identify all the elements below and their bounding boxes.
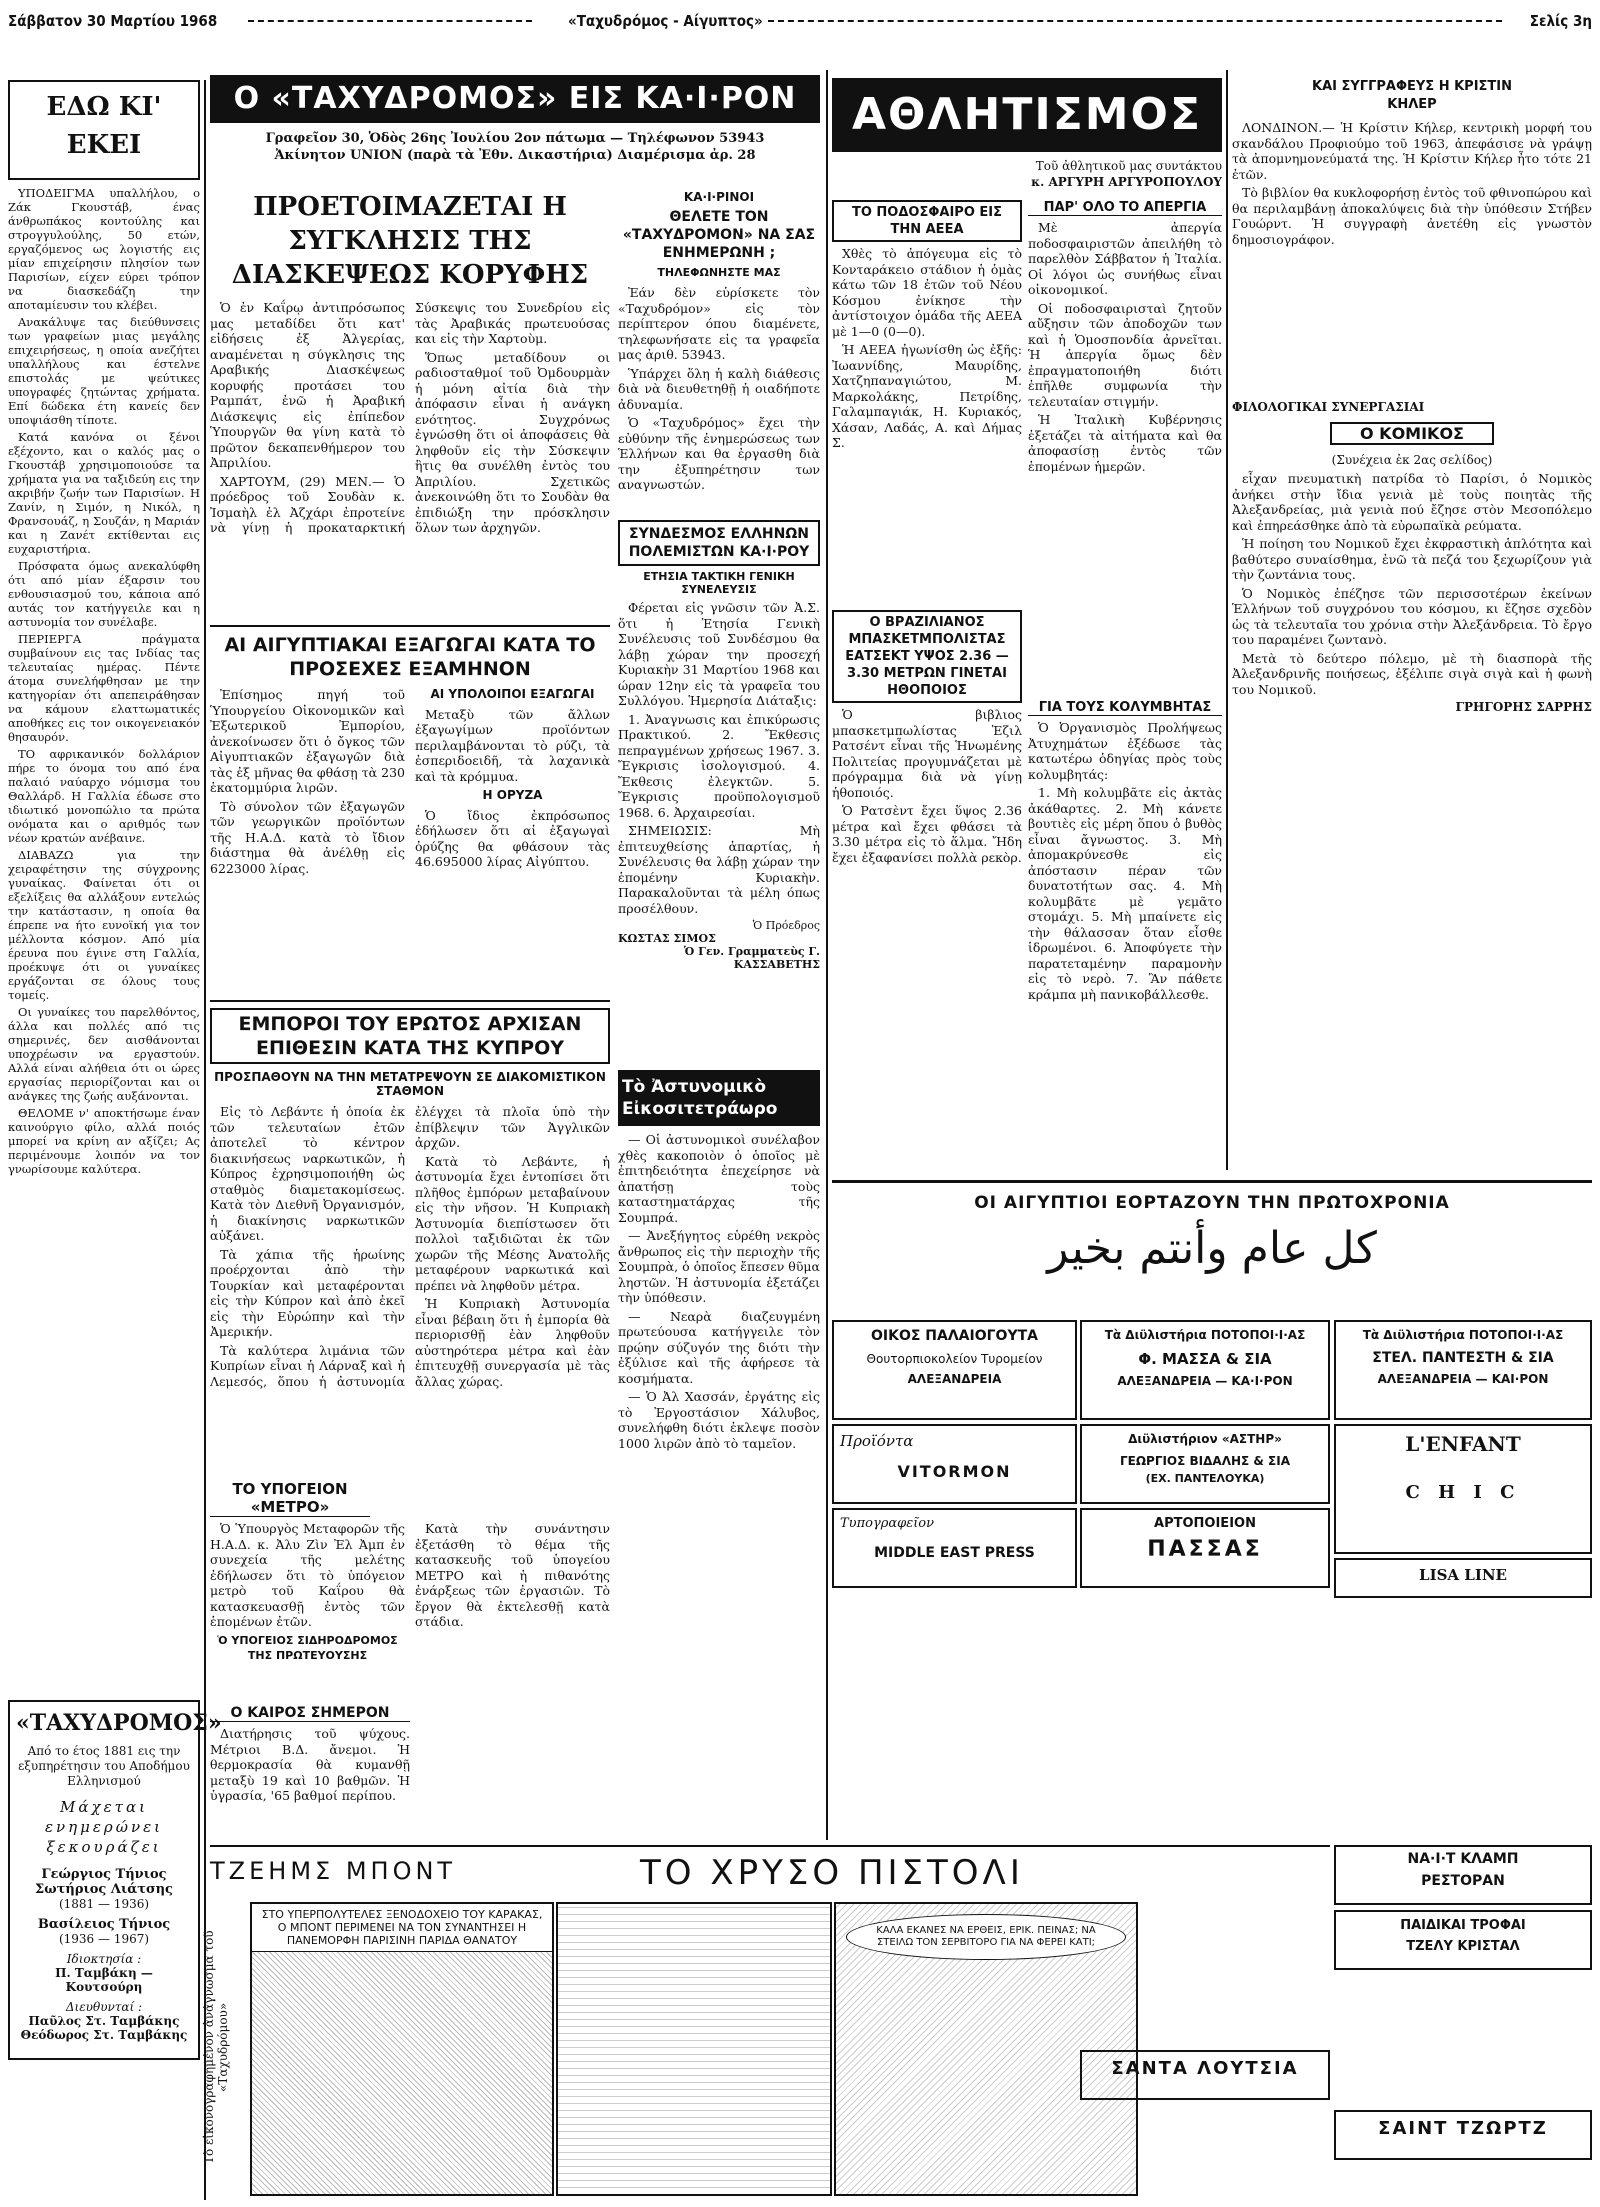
philology-paragraph: Ἡ ποίηση του Νομικοῦ ἔχει ἐκφραστικὴ ἁπλότητα καὶ βαθύτερο συναίσθημα, ἐνῶ τὰ πεζά του ξεχωρίζουν γιὰ τὴν ζωντάνια τους.: [1232, 536, 1592, 582]
cyprus-paragraph: Εἰς τὸ Λεβάντε ἡ ὁποία ἐκ τῶν τελευταίων ἐτῶν ἀποτελεῖ τὸ κέντρον διακινήσεως ναρκωτικῶν, ἡ Κύπρος ἐχρησιμοποιήθη ὡς σταθμὸς διαμετακομίσεως. Κατὰ τὸν Διεθνῆ Ὀργανισμόν, ἡ διακίνησις ναρκωτικῶν αὐξάνει.: [210, 1104, 405, 1243]
writers-headline: ΚΑΙ ΣΥΓΓΡΑΦΕΥΣ Η ΚΡΙΣΤΙΝ ΚΗΛΕΡ: [1312, 79, 1513, 112]
contact-bullet: Ὁ «Ταχυδρόμος» ἔχει τὴν εὐθύνην τῆς ἐνημερώσεως των Ἑλλήνων και θα ἐργασθη διὰ την ἐξυπηρέτησιν των αναγνωστών.: [618, 415, 820, 492]
edo-paragraph: ΔΙΑΒΑΖΩ για την χειραφέτησιν της σύγχρονης γυναίκας. Φαίνεται ότι οι εξελίξεις θα αλλάξουν εντελώς την κατάστασιν, η οποία θα έπρεπε να ήτο ευνοϊκή για τον μέλλοντα κόσμον. Από μία έρευνα που έγινε στη Γαλλία, προέκυψε ότι οι γυναίκες εργάζονται σε όλους τους τομείς.: [8, 848, 200, 1002]
exports-headline: ΑΙ ΑΙΓΥΠΤΙΑΚΑΙ ΕΞΑΓΩΓΑΙ ΚΑΤΑ ΤΟ ΠΡΟΣΕΧΕΣ ΕΞΑΜΗΝΟΝ: [224, 634, 596, 680]
summit-headline: ΠΡΟΕΤΟΙΜΑΖΕΤΑΙ Η ΣΥΓΚΛΗΣΙΣ ΤΗΣ ΔΙΑΣΚΕΨΕΩΣ ΚΟΡΥΦΗΣ: [231, 192, 589, 290]
ad-potop1-company: Φ. ΜΑΣΣΑ & ΣΙΑ: [1138, 1350, 1272, 1368]
phone-label: ΤΗΛΕΦΩΝΗΣΤΕ ΜΑΣ: [657, 266, 781, 279]
contact-bullet: Ἐάν δὲν εὑρίσκετε τὸν «Ταχυδρόμον» εἰς τὸν περίπτερον όπου διαμένετε, τηλεφωνήσατε εἰς τα γραφεῖα μας ἀριθ. 53943.: [618, 285, 820, 362]
tachydromos-motto: Μάχεται ενημερώνει ξεκουράζει: [44, 1798, 164, 1856]
cyprus-paragraph: Ἡ Κυπριακὴ Ἀστυνομία εἶναι βέβαιη ὅτι ἡ ἐμπορία θὰ περιορισθῇ ἐὰν ληφθοῦν αὐστηρότερα μέτρα καὶ ἐὰν ἐπιτευχθῇ συνεργασία μὲ τὰς ἄλλας χώρας.: [415, 1296, 610, 1389]
edo-paragraph: ΤΟ αφρικανικόν δολλάριον πήρε το όνομα του από ένα παλαιό ναύαρχο νόμισμα του Θαλλάρδ. Η Γαλλία έδωσε στο ιδιωτικό μονοπώλιο τα πρώτα ονόματα και ο αριθμός των νέων κρατών ανέβαινε.: [8, 747, 200, 845]
cyprus-headline: ΕΜΠΟΡΟΙ ΤΟΥ ΕΡΩΤΟΣ ΑΡΧΙΣΑΝ ΕΠΙΘΕΣΙΝ ΚΑΤΑ ΤΗΣ ΚΥΠΡΟΥ: [210, 1008, 610, 1064]
police-paragraph: — Νεαρὰ διαζευγμένη πρωτεύουσα κατήγγειλε τὸν πρῴην σύζυγόν της διότι τὴν ἐξύλισε καὶ τῆς ἀφήρεσε τὰ κοσμήματα.: [618, 1308, 820, 1386]
ad-chic: C H I C: [1405, 1482, 1521, 1503]
ad-club-name: ΝΑ·Ι·Τ ΚΛΑΜΠ: [1407, 1851, 1519, 1867]
ad-potop2-city: ΑΛΕΞΑΝΔΡΕΙΑ — ΚΑΙ·ΡΟΝ: [1377, 1372, 1549, 1386]
weather-box: [210, 1705, 410, 1835]
cyprus-paragraph: Τὰ χάπια τῆς ἡρωίνης προέρχονται ἀπὸ τὴν Τουρκίαν καὶ μεταφέρονται εἰς τὴν Κύπρον καὶ ἀπὸ ἐκεῖ εἰς τὴν Εὐρώπην καὶ τὴν Ἀμερικήν.: [210, 1246, 405, 1339]
ad-print-label: Τυπογραφεῖον: [840, 1516, 935, 1531]
sports-banner-title: ΑΘΛΗΤΙΣΜΟΣ: [851, 89, 1203, 140]
sports-byline: [832, 158, 1222, 196]
cyprus-subhead: ΠΡΟΣΠΑΘΟΥΝ ΝΑ ΤΗΝ ΜΕΤΑΤΡΕΨΟΥΝ ΣΕ ΔΙΑΚΟΜΙΣΤΙΚΟΝ ΣΤΑΘΜΟΝ: [214, 1070, 606, 1098]
ad-toys-line-1: ΠΑΙΔΙΚΑΙ ΤΡΟΦΑΙ: [1400, 1918, 1526, 1933]
ad-night-club: [1334, 1845, 1592, 1905]
column-divider: [826, 70, 828, 1840]
cairo-address-2: Ἀκίνητον UNION (παρὰ τὰ Ἐθν. Δικαστήρια) Διαμέρισμα ἀρ. 28: [274, 148, 756, 163]
tachydromos-since: Από το έτος 1881 εις την εξυπηρέτησιν του Αποδήμου Ελληνισμού: [18, 1744, 190, 1788]
edo-paragraph: Κατά κανόνα οι ξένοι εξέχοντο, και ο καλός μας ο Γκουστάβ χρησιμοποιούσε τα χρήματα για να ταξιδεύη εις την ακριβήν ζωήν των Παρισίων. Η Ζανίν, η Σιμόν, η Νικόλ, η Φρανσουάζ, η Σουζάν, η Μαριάν και η Ζανέτ εκτίθενται εις ευχαριστήρια.: [8, 430, 200, 556]
ad-lisa-name: LISA LINE: [1419, 1566, 1507, 1584]
comic-panel-3: [834, 1902, 1138, 2196]
ad-santa-name: ΣΑΝΤΑ ΛΟΥΤΣΙΑ: [1111, 2058, 1299, 2079]
contact-bullet: Ὑπάρχει ὅλη ἡ καλὴ διάθεσις διὰ νὰ διευθετηθῇ ἡ οιαδήποτε ἀδυναμία.: [618, 365, 820, 412]
basketball-article: [832, 610, 1022, 1030]
philology-paragraph: Μετὰ τὸ δεύτερο πόλεμο, μὲ τὴ διασπορὰ τῆς Ἀλεξανδρινῆς ποιήσεως, ἐξέλιπε σιγὰ σιγὰ καὶ ἡ φωνὴ του Νομικοῦ.: [1232, 650, 1592, 697]
philology-paragraph: εἶχαν πνευματικὴ πατρίδα τὸ Παρίσι, ὁ Νομικὸς ἀνήκει στὴν ἴδια γενιὰ μὲ τοὺς ποιητὰς τῆς Ἀλεξανδρείας, μιὰ γενιὰ πού ἔζησε στὸν Μεσοπόλεμο καὶ ἐπηρεάσθηκε ἀπὸ τὰ εὐρωπαϊκὰ ρεύματα.: [1232, 471, 1592, 533]
newyear-headline: ΟΙ ΑΙΓΥΠΤΙΟΙ ΕΟΡΤΑΖΟΥΝ ΤΗΝ ΠΡΩΤΟΧΡΟΝΙΑ: [974, 1193, 1450, 1213]
edo-body: [8, 186, 200, 1176]
sports-byline-pre: Τοῦ ἀθλητικοῦ μας συντάκτου: [1035, 159, 1222, 173]
comic-caption-1: ΣΤΟ ΥΠΕΡΠΟΛΥΤΕΛΕΣ ΞΕΝΟΔΟΧΕΙΟ ΤΟΥ ΚΑΡΑΚΑΣ, Ο ΜΠΟΝΤ ΠΕΡΙΜΕΝΕΙ ΝΑ ΤΟΝ ΣΥΝΑΝΤΗΣΕΙ Η ΠΑΝΕΜΟΡΦΗ ΠΑΡΙΣΙΝΗ ΠΑΡΙΔΑ ΘΑΝΑΤΟΥ: [252, 1904, 552, 1952]
metro-article: [210, 1480, 610, 1700]
ad-lenfant-chic: [1334, 1424, 1592, 1554]
writers-article: [1232, 78, 1592, 398]
cairo-address-1: Γραφεῖον 30, Ὁδὸς 26ης Ἰουλίου 2ον πάτωμα — Τηλέφωνον 53943: [265, 131, 765, 146]
ad-toys-line-2: ΤΖΕΛΥ ΚΡΙΣΤΑΛ: [1406, 1939, 1520, 1954]
swimmers-headline: ΓΙΑ ΤΟΥΣ ΚΟΛΥΜΒΗΤΑΣ: [1028, 700, 1222, 716]
ad-potopoiias-1: [1080, 1320, 1330, 1420]
veterans-note: ΣΗΜΕΙΩΣΙΣ: Μὴ ἐπιτευχθείσης ἀπαρτίας, ἡ Συνέλευσις θα λάβῃ χώραν την ἑπομένην Κυριακὴν. Παρακαλοῦνται τὰ μέλη όπως προσέλθουν.: [618, 823, 820, 916]
football-paragraph: Ἡ ΑΕΕΑ ἠγωνίσθη ὡς ἐξῆς: Ἰωαννίδης, Μαυρίδης, Χατζηπαναγιώτου, Μ. Μαρκολάκης, Πετρίδης, Γαλαμπαγιάκ, Η. Κυριακός, Χάσαν, Λαδάς, Α. καὶ Δήμας Σ.: [832, 342, 1022, 450]
ad-astir-title: Διϋλιστήριον «ΑΣΤΗΡ»: [1128, 1432, 1282, 1446]
ad-potop1-city: ΑΛΕΞΑΝΔΡΕΙΑ — ΚΑ·Ι·ΡΟΝ: [1117, 1374, 1293, 1388]
veterans-notice: [618, 520, 820, 1060]
cairo-contact-title: ΘΕΛΕΤΕ ΤΟΝ «ΤΑΧΥΔΡΟΜΟΝ» ΝΑ ΣΑΣ ΕΝΗΜΕΡΩΝΗ ;: [622, 209, 816, 261]
police-paragraph: — Οἱ ἀστυνομικοὶ συνέλαβον χθὲς κακοποιὸν ὁ ὁποῖος μὲ ἐπιτηδειότητα ἐπεχείρησε νὰ ἀπατήσῃ τοὺς καταστηματάρχας τῆς Σουμπρά.: [618, 1132, 820, 1225]
edo-paragraph: Πρόσφατα όμως ανεκαλύφθη ότι από μίαν έξαρσιν του ενθουσιασμού του, κάποια από αυτάς τον κατήγγειλε και η αστυνομία τον συνέλαβε.: [8, 559, 200, 629]
weather-headline: Ο ΚΑΙΡΟΣ ΣΗΜΕΡΟΝ: [210, 1705, 410, 1722]
veterans-signature-label: Ὁ Πρόεδρος: [752, 919, 820, 932]
ad-print-name: MIDDLE EAST PRESS: [874, 1545, 1035, 1561]
summit-body: [210, 300, 610, 537]
writers-paragraph: Τὸ βιβλίον θα κυκλοφορήσῃ ἐντὸς τοῦ φθινοπώρου καὶ θα περιλαμβάνῃ ἀποκαλύψεις διὰ τὴν ὑπόθεσιν Στήβεν Γουώρντ. Ἡ συγγραφὴ ἀνετέθη εἰς γνωστὸν δημοσιογράφον.: [1232, 185, 1592, 247]
edo-paragraph: ΠΕΡΙΕΡΓΑ πράγματα συμβαίνουν εις τας Ινδίας τας τελευταίας ημέρας. Πέντε άτομα συνελήφθησαν με την κατηγορίαν ότι απεπειράθησαν να κάμουν ελαττωματικές αποθήκες εις τον οικογενειακόν θησαυρόν.: [8, 632, 200, 744]
ad-saint-name: ΣΑΙΝΤ ΤΖΩΡΤΖ: [1378, 2118, 1548, 2139]
exports-subhead: Η ΟΡΥΖΑ: [482, 788, 543, 802]
swimmers-paragraph: Ὁ Ὀργανισμὸς Προλήψεως Ἀτυχημάτων ἐξέδωσε τὰς κατωτέρω ὁδηγίας πρὸς τοὺς κολυμβητάς:: [1028, 720, 1222, 782]
strike-headline: ΠΑΡ' ΟΛΟ ΤΟ ΑΠΕΡΓΙΑ: [1028, 200, 1222, 216]
column-divider: [1226, 70, 1228, 1170]
strike-article: [1028, 200, 1222, 700]
comic-panel-1: [250, 1902, 554, 2196]
ad-lisa-line: [1334, 1558, 1592, 1598]
veterans-title: ΣΥΝΔΕΣΜΟΣ ΕΛΛΗΝΩΝ ΠΟΛΕΜΙΣΤΩΝ ΚΑ·Ι·ΡΟΥ: [618, 520, 820, 566]
veterans-subtitle: ΕΤΗΣΙΑ ΤΑΚΤΙΚΗ ΓΕΝΙΚΗ ΣΥΝΕΛΕΥΣΙΣ: [643, 570, 795, 596]
philology-author: ΓΡΗΓΟΡΗΣ ΣΑΡΡΗΣ: [1455, 700, 1592, 714]
ad-paleogouta-name: ΟΙΚΟΣ ΠΑΛΑΙΟΓΟΥΤΑ: [871, 1328, 1038, 1344]
ad-santa-lucia: [1080, 2050, 1330, 2100]
owner-label: Ιδιοκτησία :: [66, 1952, 142, 1966]
ad-potop2-company: ΣΤΕΛ. ΠΑΝΤΕΣΤΗ & ΣΙΑ: [1372, 1350, 1554, 1366]
ad-potop2-title: Τὰ Διϋλιστήρια ΠΟΤΟΠΟΙ·Ι·ΑΣ: [1362, 1328, 1564, 1342]
tachydromos-box-title: «ΤΑΧΥΔΡΟΜΟΣ»: [16, 1710, 222, 1736]
veterans-signature-2: Ὁ Γεν. Γραμματεὺς Γ. ΚΑΣΣΑΒΕΤΗΣ: [684, 945, 820, 971]
basketball-paragraph: Ὁ Ρατσὲντ ἔχει ὕψος 2.36 μέτρα καὶ ἔχει φθάσει τὰ 3.30 μέτρα εἰς τὸ ἅλμα. Ἤδη ἔχει ἐξαφανίσει πολλὰ ρεκὸρ.: [832, 803, 1022, 865]
ad-astir-company: ΓΕΩΡΓΙΟΣ ΒΙΔΑΛΗΣ & ΣΙΑ: [1119, 1454, 1290, 1468]
basketball-paragraph: Ὁ βιβλιος μπασκετμπωλίστας Ἐζιλ Ρατσέντ εἶναι τῆς Ἡνωμένης Πολιτείας προγυμνάζεται μὲ πρόγραμμα διὰ νὰ γίνῃ ἡθοποιός.: [832, 707, 1022, 800]
ad-saint-george: [1334, 2110, 1592, 2160]
comic-title: ΤΟ ΧΡΥΣΟ ΠΙΣΤΟΛΙ: [640, 1853, 1024, 1893]
veterans-signature-1: ΚΩΣΤΑΣ ΣΙΜΟΣ: [618, 932, 716, 945]
ad-vitormon: [832, 1424, 1077, 1504]
strike-paragraph: Μὲ ἀπεργία ποδοσφαιριστῶν ἀπειλήθη τὸ παρελθὸν Σάββατον ἡ Ἰταλία. Οἱ λόγοι ὡς συνήθως εἶναι οἰκονομικοί.: [1028, 220, 1222, 297]
ad-astir: [1080, 1424, 1330, 1504]
cairo-header: [210, 75, 820, 185]
football-headline: ΤΟ ΠΟΔΟΣΦΑΙΡΟ ΕΙΣ ΤΗΝ ΑΕΕΑ: [832, 200, 1022, 242]
cyprus-paragraph: Κατὰ τὸ Λεβάντε, ἡ ἀστυνομία ἔχει ἐντοπίσει ὅτι πλῆθος ἐμπόρων μεταβαίνουν εἰς τὴν νῆσον. Ἡ Κυπριακὴ Ἀστυνομία διεπίστωσεν ὅτι πολλοὶ ταξιδιῶται ἐκ τῶν χωρῶν τῆς Μέσης Ἀνατολῆς μεταφέρουν ναρκωτικά καὶ πρέπει νὰ ληφθοῦν μέτρα.: [415, 1153, 610, 1293]
cairo-contact-kicker: ΚΑ·Ι·ΡΙΝΟΙ: [683, 190, 755, 204]
masthead-rule-right: [768, 20, 1502, 22]
police-article: [618, 1070, 820, 1840]
police-paragraph: — Ὁ Ἀλ Χασσάν, ἐργάτης εἰς τὸ Ἐργοστάσιον Χάλυβος, συνελήφθη διότι ἐκλεψε ποσὸν 1000 λιρῶν ἀπὸ τὸ ταμεῖον.: [618, 1389, 820, 1451]
ad-vitormon-name: VITORMON: [897, 1462, 1012, 1481]
comic-side-label: Τὸ εἰκονογραφημένον ἀνάγνωσμα τοῦ «Ταχυδρόμου»: [202, 1930, 230, 2164]
directors-names: Παῦλος Στ. Ταμβάκης Θεόδωρος Στ. Ταμβάκης: [20, 2014, 188, 2042]
ad-club-restaurant: ΡΕΣΤΟΡΑΝ: [1421, 1873, 1505, 1889]
basketball-headline: Ο ΒΡΑΖΙΛΙΑΝΟΣ ΜΠΑΣΚΕΤΜΠΟΛΙΣΤΑΣ ΕΑΤΣΕΚΤ ΥΨΟΣ 2.36 — 3.30 ΜΕΤΡΩΝ ΓΙΝΕΤΑΙ ΗΘΟΠΟΙΟΣ: [832, 610, 1022, 703]
ad-paleogouta-city: ΑΛΕΞΑΝΔΡΕΙΑ: [907, 1372, 1002, 1386]
edo-paragraph: ΘΕΛΟΜΕ ν' αποκτήσωμε έναν καινούργιο φίλο, αλλά ποιός μπορεί να κρίνη αν αξίζει; Ας περιμένουμε λοιπόν να τον γνωρίσουμε καλύτερα.: [8, 1106, 200, 1176]
veterans-agenda: 1. Ἀναγνωσις και ἐπικύρωσις Πρακτικού. 2. Ἔκθεσις πεπραγμένων χρήσεως 1967. 3. Ἔγκρισις ἰσολογισμού. 4. Ἔκθεσις ἐλεγκτῶν. 5. Ἔγκρισις προϋπολογισμοῦ 1968. 6. Ἀρχαιρεσίαι.: [618, 711, 820, 820]
ad-baby-food: [1334, 1910, 1592, 1970]
ad-middle-east-press: [832, 1508, 1077, 1588]
paper-name: «Ταχυδρόμος - Αίγυπτος»: [568, 12, 763, 30]
sports-byline-name: κ. ΑΡΓΥΡΗ ΑΡΓΥΡΟΠΟΥΛΟΥ: [1031, 175, 1222, 189]
page-masthead: [8, 8, 1592, 38]
veterans-paragraph: Φέρεται εἰς γνῶσιν τῶν Ἀ.Σ. ὅτι ἡ Ἐτησία Γενικὴ Συνέλευσις τοῦ Συνδέσμου θα λάβῃ χώραν την προσεχή Κυριακὴν 31 Μαρτίου 1968 και ώραν 12ην εἰς τὰ γραφεῖα του Συλλόγου. Ἡμερησία Διάταξις:: [618, 600, 820, 708]
writers-paragraph: ΛΟΝΔΙΝΟΝ.— Ἡ Κρίστιν Κήλερ, κεντρικὴ μορφή του σκανδάλου Προφιούμο τοῦ 1963, ἀπεφάσισε νὰ γράψῃ τὰ ἀπομνημονεύματά της. Ἡ Κρίστιν Κήλερ ἦτο τότε 21 ἐτῶν.: [1232, 120, 1592, 182]
ad-potopoiias-2: [1334, 1320, 1592, 1420]
football-article: [832, 200, 1022, 610]
philology-article: [1232, 400, 1592, 1170]
weather-text: Διατήρησις τοῦ ψύχους. Μέτριοι Β.Δ. ἄνεμοι. Ἡ θερμοκρασία θὰ κυμανθῇ μεταξὺ 19 καὶ 10 βαθμῶν. Ἡ ὑγρασία, '65 βαθμοί περίπου.: [210, 1726, 410, 1803]
issue-date: Σάββατον 30 Μαρτίου 1968: [8, 12, 218, 30]
edo-paragraph: ΥΠΟΔΕΙΓΜΑ υπαλλήλου, ο Ζάκ Γκουστάβ, ένας άνθρωπάκος κοντούλης και στρογγυλούλης, 50 ετών, εργαζόμενος ως λογιστής εις μίαν επιχείρησιν πλησίον των Παρισίων, είχεν εύρει τρόπον να διασκεδάζη την αποταμίευσιν του κλέβει.: [8, 186, 200, 312]
ad-paleogouta: [832, 1320, 1077, 1420]
metro-headline: ΤΟ ΥΠΟΓΕΙΟΝ «ΜΕΤΡΟ»: [210, 1480, 370, 1517]
cairo-contact: [618, 190, 820, 520]
owner-name: Π. Ταμβάκη — Κουτσούρη: [55, 1966, 153, 1994]
ad-vitormon-label: Προϊόντα: [840, 1432, 914, 1450]
ad-passas-bakery: [1080, 1508, 1330, 1588]
edo-paragraph: Ανακάλυψε τας διεύθυνσεις των γραφείων μιας μεγάλης επιχειρήσεως, η οποία ανεζήτει υπαλλήλους και έστελνε επιστολάς με ψεύτικες υπογραφές ζητώντας χρήματα. Επί δώδεκα έτη κανείς δεν υποψιάσθη τίποτε.: [8, 315, 200, 427]
strike-paragraph: Οἱ ποδοσφαιρισταὶ ζητοῦν αὔξησιν τῶν ἀποδοχῶν των καὶ ἡ Ὁμοσπονδία ἀρνεῖται. Ἡ ἀπεργία ὅμως δὲν ἐπραγματοποιήθη διότι ἐπῆλθε συμφωνία τὴν τελευταίαν στιγμήν.: [1028, 300, 1222, 409]
founder-name-2: Βασίλειος Τήνιος: [37, 1917, 171, 1932]
exports-article: [210, 625, 610, 990]
police-paragraph: — Ἀνεξήγητος εὑρέθη νεκρὸς ἄνθρωπος εἰς τὴν περιοχὴν τῆς Σουμπρὰ, ὁ ὁποῖος ἔπεσεν θῦμα ληστῶν. Ἡ ἀστυνομία ἐξετάζει τὴν ὑπόθεσιν.: [618, 1228, 820, 1305]
philology-headline: Ο ΚΟΜΙΚΟΣ: [1330, 422, 1494, 445]
ad-potop1-title: Τὰ Διϋλιστήρια ΠΟΤΟΠΟΙ·Ι·ΑΣ: [1104, 1328, 1306, 1342]
summit-paragraph: ΧΑΡΤΟΥΜ, (29) ΜΕΝ.— Ὁ πρόεδρος τοῦ Σουδὰν κ. Ἰσμαὴλ ἐλ Ἀζχάρι ἐπροτείνε νὰ γίνῃ ἡ προκαταρκτική Σύσκεψις του Συνεδρίου εἰς τὰς Ἀραβικάς πρωτευούσας και εἰς τὴν Χαρτοὺμ.: [210, 300, 610, 535]
newyear-banner: [832, 1180, 1592, 1310]
summit-paragraph: Ὅπως μεταδίδουν οι ραδιοσταθμοί τοῦ Ὀμδουρμὰν ἡ μόνη αἰτία διὰ τὴν ἀπόφασιν εἶναι ἡ ανάγκη ενότητος. Συγχρόνως ἐγνώσθη ὅτι οἱ ἀποφάσεις θὰ ληφθοῦν εἰς τὴν Σύσκεψιν ἣτις θα συνέλθη ἐντὸς του Ἀπριλίου. Σχετικῶς ἀνεκοινώθη ὅτι το Σουδὰν θα ἐπιδιώξη την πρόσκλησιν ὅλων των ἀρχηγῶν.: [415, 349, 610, 535]
ad-paleogouta-desc: Θουτορπιοκολείον Τυρομείον: [866, 1352, 1043, 1366]
philology-continuation: (Συνέχεια ἐκ 2ας σελίδος): [1331, 453, 1493, 467]
founder-names: Γεώργιος Τήνιος Σωτήριος Λιάτσης: [35, 1867, 173, 1897]
exports-paragraph: Ὁ ἴδιος ἐκπρόσωπος ἐδήλωσεν ὅτι αἱ ἐξαγωγαὶ ὀρύζης θα φθάσουν τὰς 46.695000 λίρας Αἰγύπτου.: [415, 807, 610, 869]
edo-paragraph: Οι γυναίκες του παρελθόντος, άλλα και πολλές από τις σημερινές, δεν αισθάνονται υποχρέωσιν να εργαστούν. Αλλά είναι αλήθεια ότι οι ώρες εργασίας περιορίζονται και οι ανάγκες της ζωής αυξάνονται.: [8, 1005, 200, 1103]
comic-strip: [202, 1845, 1330, 2200]
metro-subhead: Ὁ ΥΠΟΓΕΙΟΣ ΣΙΔΗΡΟΔΡΟΜΟΣ ΤΗΣ ΠΡΩΤΕΥΟΥΣΗΣ: [217, 1633, 398, 1662]
exports-paragraph: Ἐπίσημος πηγή τοῦ Ὑπουργείου Οἰκονομικῶν καὶ Ἐξωτερικοῦ Ἐμπορίου, ἀνεκοίνωσεν ὅτι ὁ ὄγκος τῶν Αἰγυπτιακῶν ἐξαγωγῶν διὰ τὰς ἐξ μῆνας θα φθάσῃ τὰ 230 ἑκατομμύρια λιρῶν.: [210, 687, 405, 795]
cyprus-paragraph: Τὰ καλύτερα λιμάνια τῶν Κυπρίων εἶναι ἡ Λάρναξ καὶ ἡ Λεμεσός, ὅπου ἡ ἀστυνομία ἐλέγχει τὰ πλοῖα ὑπὸ τὴν ἐπίβλεψιν τῶν Ἀγγλικῶν ἀρχῶν.: [210, 1104, 610, 1389]
ad-bakery-label: ΑΡΤΟΠΟΙΕΙΟΝ: [1154, 1516, 1256, 1531]
cairo-title: Ο «ΤΑΧΥΔΡΟΜΟΣ» ΕΙΣ ΚΑ·Ι·ΡΟΝ: [210, 75, 820, 123]
philology-section: ΦΙΛΟΛΟΓΙΚΑΙ ΣΥΝΕΡΓΑΣΙΑΙ: [1232, 400, 1425, 414]
founder-years: (1881 — 1936): [58, 1897, 150, 1911]
newyear-arabic-greeting: كل عام وأنتم بخير: [1047, 1223, 1377, 1274]
edo-title-box: [8, 80, 200, 180]
masthead-rule-left: [248, 20, 532, 22]
exports-paragraph: Τὸ σύνολον τῶν ἐξαγωγῶν τῶν γεωργικῶν προϊόντων τῆς Η.Α.Δ. κατὰ τὸ ἴδιον διάστημα θὰ ἀνέλθῃ εἰς 6223000 λίρας.: [210, 798, 405, 876]
ad-astir-note: (ΕΧ. ΠΑΝΤΕΛΟΥΚΑ): [1145, 1472, 1265, 1485]
police-headline: Τὸ Ἀστυνομικὸ Εἰκοσιτετράωρο: [618, 1070, 820, 1126]
sports-banner: [832, 78, 1222, 152]
philology-paragraph: Ὁ Νομικὸς ἐπέζησε τῶν περισσοτέρων ἐκείνων Ἑλλήνων τοῦ συγχρόνου του κόσμου, κι ἔζησε σχεδὸν ὡς τὰ τελευταῖα του χρόνια στὴν Ἀλεξάνδρεια. Τὸ ἔργο του παραμένει ζωντανὸ.: [1232, 585, 1592, 647]
exports-subhead: ΑΙ ΥΠΟΛΟΙΠΟΙ ΕΞΑΓΩΓΑΙ: [430, 687, 595, 701]
comic-author: ΤΖΕΗΜΣ ΜΠΟΝΤ: [210, 1857, 457, 1885]
cyprus-article: [210, 1000, 610, 1470]
ad-lenfant: L'ENFANT: [1405, 1432, 1521, 1456]
summit-paragraph: Ὁ ἐν Καΐρῳ ἀντιπρόσωπος μας μεταδίδει ὅτι κατ' εἰδήσεις ἐξ Ἀλγερίας, αναμένεται η σύγκλησις της Αραβικής Διασκέψεως κορυφής προτάσει του Ραμπάτ, ἐνῶ ἡ Ἀραβική Διάσκεψις εἰς ἐπίπεδον Ὑπουργῶν θα γίνη κατὰ τὸ πρῶτον δεκαπενθήμερον του Ἀπριλίου.: [210, 300, 405, 470]
directors-label: Διευθυνταί :: [65, 2000, 143, 2014]
swimmers-list: 1. Μὴ κολυμβᾶτε εἰς ἀκτὰς ἀκάθαρτες. 2. Μὴ κάνετε βουτιὲς εἰς μέρη ὅπου ὁ βυθὸς εἶναι ἄγνωστος. 3. Μὴ ἀπομακρύνεσθε εἰς ἀπόστασιν πέραν τῶν δυνατοτήτων σας. 4. Μὴ κολυμβᾶτε μὲ γεμᾶτο στομάχι. 5. Μὴ μπαίνετε εἰς τὴν θάλασσαν ὅταν εἶσθε ἱδρωμένοι. 6. Ἀποφύγετε τὴν παρατεταμένην παραμονὴν εἰς τὸ νερὸ. 7. Ἂν πάθετε κράμπα μὴ πανικοβάλλεσθε.: [1028, 785, 1222, 1002]
page-number: Σελίς 3η: [1529, 12, 1592, 30]
summit-article: [210, 190, 610, 620]
founder-years-2: (1936 — 1967): [58, 1932, 150, 1946]
swimmers-article: [1028, 700, 1222, 1170]
metro-paragraph: Ὁ Ὑπουργὸς Μεταφορῶν τῆς Η.Α.Δ. κ. Ἀλυ Ζὶν Ἐλ Ἀμπ ἐν συνεχεία τῆς μελέτης ἐδήλωσεν ὅτι τὸ ὑπόγειον μετρὸ τοῦ Καΐρου θὰ κατασκευασθῇ ἐντὸς τῶν ἑπομένων ἐτῶν.: [210, 1521, 405, 1629]
column-divider: [204, 80, 206, 2200]
ad-bakery-name: ΠΑΣΣΑΣ: [1147, 1537, 1263, 1562]
football-paragraph: Χθὲς τὸ ἀπόγευμα εἰς τὸ Κονταράκειο στάδιον ἡ ὁμὰς κάτω τῶν 18 ἐτῶν τοῦ Νέου Κόσμου ἐνίκησε τὴν ἀντίστοιχον ὁμάδα τῆς ΑΕΕΑ μὲ 1—0 (0—0).: [832, 246, 1022, 339]
exports-paragraph: Μεταξὺ τῶν ἄλλων ἐξαγωγίμων προϊόντων περιλαμβάνονται τὸ ρύζι, τὰ ἐσπεριδοειδῆ, τὰ λαχανικὰ καὶ τὰ κρόμμυα.: [415, 706, 610, 784]
comic-speech-bubble: ΚΑΛΑ ΕΚΑΝΕΣ ΝΑ ΕΡΘΕΙΣ, ΕΡΙΚ. ΠΕΙΝΑΣ; ΝΑ ΣΤΕΙΛΩ ΤΟΝ ΣΕΡΒΙΤΟΡΟ ΓΙΑ ΝΑ ΦΕΡΕΙ ΚΑΤΙ;: [846, 1914, 1126, 1960]
tachydromos-info-box: [8, 1700, 222, 2060]
metro-paragraph: Κατὰ τὴν συνάντησιν ἐξετάσθη τὸ θέμα τῆς κατασκευῆς τοῦ ὑπογείου METPO καὶ ἡ πιθανότης ἐνάρξεως τῶν ἐργασιῶν. Τὸ ἔργον θὰ ἐκτελεσθῇ κατὰ στάδια.: [415, 1521, 610, 1629]
edo-title: ΕΔΩ ΚΙ' ΕΚΕΙ: [46, 92, 162, 160]
comic-panel-2: [556, 1902, 832, 2196]
strike-paragraph: Ἡ Ἰταλικὴ Κυβέρνησις ἐξετάζει τὰ αἰτήματα καὶ θα ἀποφασίσῃ ἐντὸς τῶν ἑπομένων ἡμερῶν.: [1028, 412, 1222, 474]
